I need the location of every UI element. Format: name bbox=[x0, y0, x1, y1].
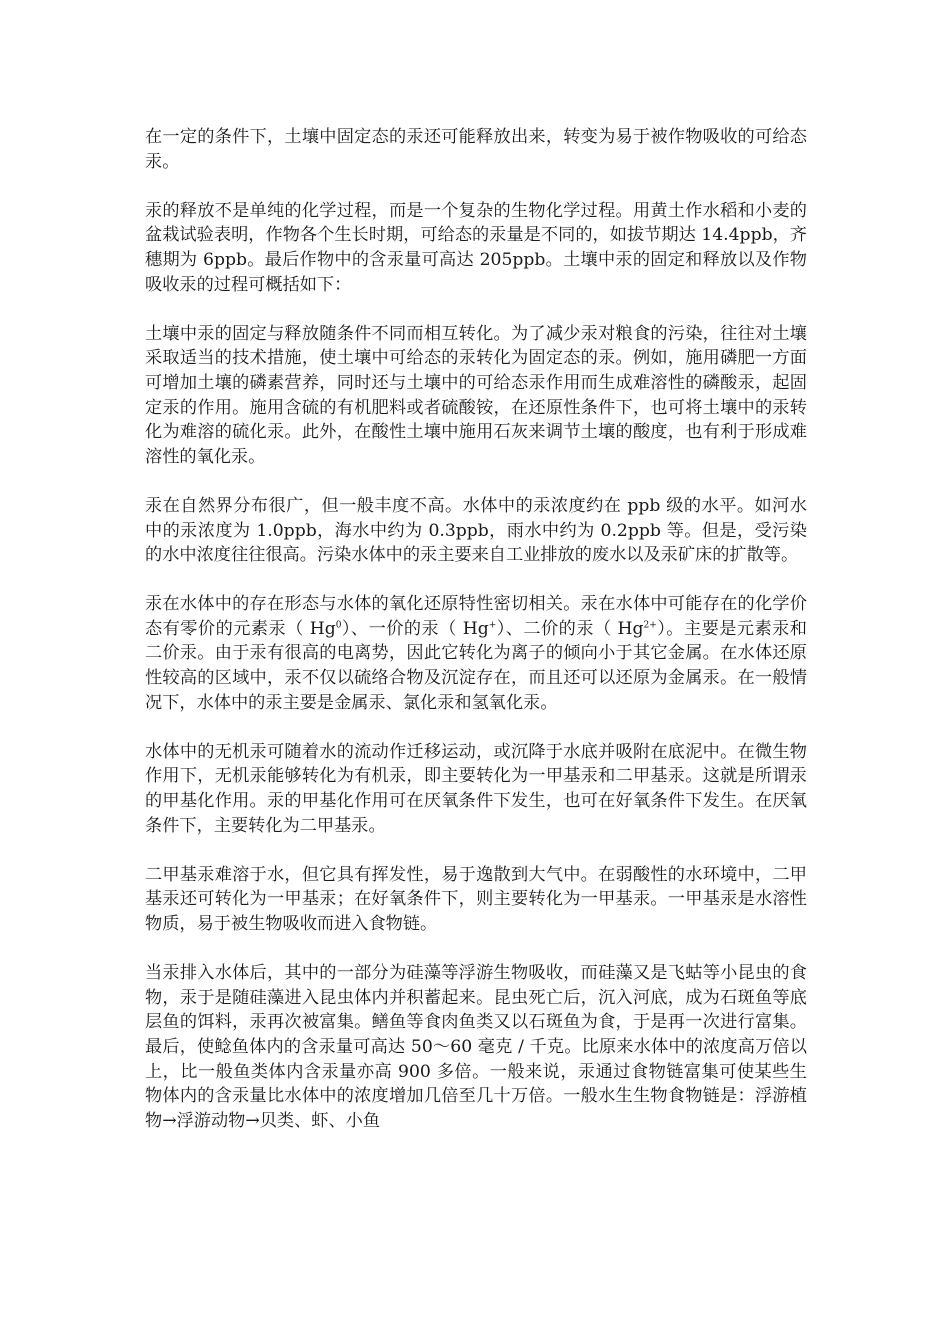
valence-text-b: ）、一价的汞（ Hg bbox=[341, 618, 489, 639]
paragraph-mercury-valence-states bbox=[145, 592, 807, 715]
paragraph-mercury-release-process: 汞的释放不是单纯的化学过程，而是一个复杂的生物化学过程。用黄土作水稻和小麦的盆栽试验表明，作物各个生长时期，可给态的汞量是不同的，如拔节期达 14.4ppb，齐穗期为 6ppb。最后作物中的含汞量可高达 205ppb。土壤中汞的固定和释放以及作物吸收汞的过程可概括如下： bbox=[145, 200, 807, 295]
valence-sup-zero: 0 bbox=[335, 620, 342, 631]
paragraph-mercury-release-intro: 在一定的条件下，土壤中固定态的汞还可能释放出来，转变为易于被作物吸收的可给态汞。 bbox=[145, 127, 807, 172]
valence-sup-plus: + bbox=[488, 620, 497, 631]
document-body bbox=[145, 125, 807, 1133]
paragraph-food-chain-enrichment: 当汞排入水体后，其中的一部分为硅藻等浮游生物吸收，而硅藻又是飞蛄等小昆虫的食物，汞于是随硅藻进入昆虫体内并积蓄起来。昆虫死亡后，沉入河底，成为石斑鱼等底层鱼的饵料，汞再次被富集。鳝鱼等食肉鱼类又以石斑鱼为食，于是再一次进行富集。最后，使鲶鱼体内的含汞量可高达 50～60 毫克 / 千克。比原来水体中的浓度高万倍以上，比一般鱼类体内含汞量亦高 900 多倍。一般来说，汞通过食物链富集可使某些生物体内的含汞量比水体中的浓度增加几倍至几十万倍。一般水生生物食物链是：浮游植物→浮游动物→贝类、虾、小鱼 bbox=[145, 963, 807, 1131]
valence-text-a: 汞在水体中的存在形态与水体的氧化还原特性密切相关。汞在水体中可能存在的化学价态有零价的元素汞（ Hg bbox=[145, 594, 807, 639]
valence-sup-two-plus: 2+ bbox=[643, 620, 657, 631]
paragraph-soil-mercury-fixation: 土壤中汞的固定与释放随条件不同而相互转化。为了减少汞对粮食的污染，往往对土壤采取适当的技术措施，使土壤中可给态的汞转化为固定态的汞。例如，施用磷肥一方面可增加土壤的磷素营养，同时还与土壤中的可给态汞作用而生成难溶性的磷酸汞，起固定汞的作用。施用含硫的有机肥料或者硫酸铵，在还原性条件下，也可将土壤中的汞转化为难溶的硫化汞。此外，在酸性土壤中施用石灰来调节土壤的酸度，也有利于形成难溶性的氧化汞。 bbox=[145, 323, 807, 467]
paragraph-mercury-methylation: 水体中的无机汞可随着水的流动作迁移运动，或沉降于水底并吸附在底泥中。在微生物作用下，无机汞能够转化为有机汞，即主要转化为一甲基汞和二甲基汞。这就是所谓汞的甲基化作用。汞的甲基化作用可在厌氧条件下发生，也可在好氧条件下发生。在厌氧条件下，主要转化为二甲基汞。 bbox=[145, 741, 807, 836]
valence-text-d: ）。主要是元素汞和二价汞。由于汞有很高的电离势，因此它转化为离子的倾向小于其它金属。在水体还原性较高的区域中，汞不仅以硫络合物及沉淀存在，而且还可以还原为金属汞。在一般情况下，水体中的汞主要是金属汞、氯化汞和氢氧化汞。 bbox=[145, 618, 807, 713]
paragraph-mercury-distribution: 汞在自然界分布很广，但一般丰度不高。水体中的汞浓度约在 ppb 级的水平。如河水中的汞浓度为 1.0ppb，海水中约为 0.3ppb，雨水中约为 0.2ppb 等。但是，受污染的水中浓度往往很高。污染水体中的汞主要来自工业排放的废水以及汞矿床的扩散等。 bbox=[145, 495, 807, 566]
paragraph-dimethylmercury: 二甲基汞难溶于水，但它具有挥发性，易于逸散到大气中。在弱酸性的水环境中，二甲基汞还可转化为一甲基汞；在好氧条件下，则主要转化为一甲基汞。一甲基汞是水溶性物质，易于被生物吸收而进入食物链。 bbox=[145, 864, 807, 934]
valence-text-c: ）、二价的汞（ Hg bbox=[496, 618, 644, 639]
